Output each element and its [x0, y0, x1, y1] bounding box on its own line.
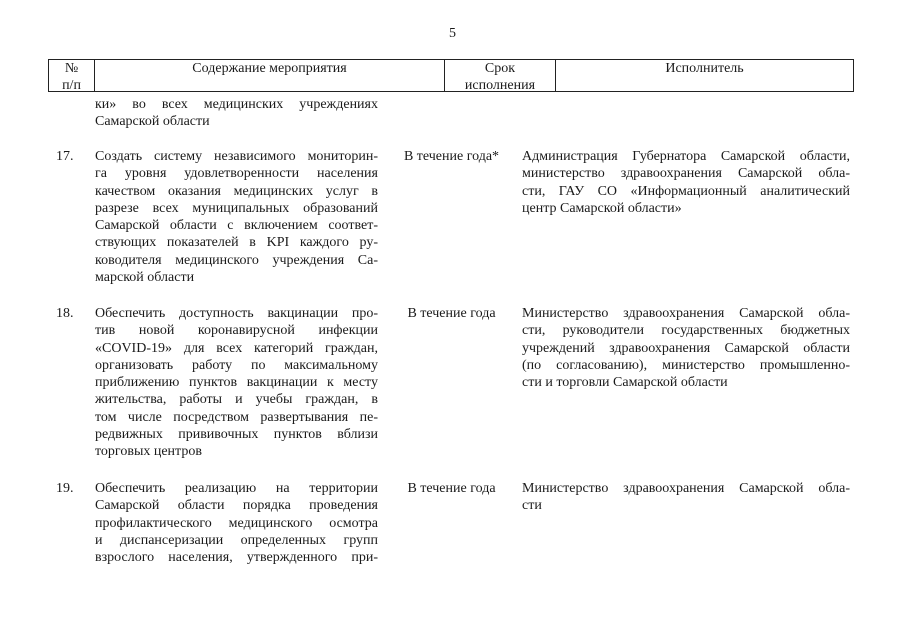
row-executor — [522, 148, 850, 217]
desc-line: взрослого населения, утвержденного при- — [95, 550, 378, 566]
desc-line: приближению пунктов вакцинации к месту — [95, 375, 378, 391]
continuation-line: ки» во всех медицинских учреждениях — [95, 97, 378, 112]
exec-line: сти, ГАУ СО «Информационный аналитический — [522, 183, 850, 199]
row-number: 19. — [56, 481, 74, 496]
desc-line: профилактического медицинского осмотра — [95, 515, 378, 531]
desc-line: жительства, работы и учебы граждан, в — [95, 392, 378, 408]
desc-line: Обеспечить доступность вакцинации про- — [95, 306, 378, 321]
desc-line: Обеспечить реализацию на территории — [95, 481, 378, 496]
row-term: В течение года* — [403, 149, 500, 164]
row-executor — [522, 305, 850, 391]
desc-line: тив новой коронавирусной инфекции — [95, 323, 378, 339]
exec-line: министерство здравоохранения Самарской обла- — [522, 166, 850, 182]
header-number-l1: № — [64, 61, 79, 76]
exec-line: Министерство здравоохранения Самарской обла- — [522, 481, 850, 496]
row-term: В течение года — [407, 481, 496, 496]
header-executor-cell — [556, 60, 853, 91]
exec-line: сти — [522, 498, 542, 514]
exec-line: сти, руководители государственных бюджетных — [522, 323, 850, 339]
exec-line: сти и торговли Самарской области — [522, 375, 728, 391]
page-number: 5 — [449, 26, 456, 41]
exec-line: Администрация Губернатора Самарской области, — [522, 149, 850, 164]
exec-line: учреждений здравоохранения Самарской области — [522, 340, 850, 356]
header-executor: Исполнитель — [665, 61, 744, 76]
header-content: Содержание мероприятия — [192, 61, 347, 76]
desc-line: разрезе всех муниципальных образований — [95, 200, 378, 216]
desc-line: редвижных прививочных пунктов вблизи — [95, 427, 378, 443]
header-term-cell — [445, 60, 556, 91]
row-number: 17. — [56, 149, 74, 164]
header-number-l2: п/п — [62, 78, 81, 93]
header-term-l1: Срок — [484, 61, 516, 76]
row-description — [95, 148, 378, 286]
desc-line: Самарской области с включением соответ- — [95, 218, 378, 234]
desc-line: организовать работу по максимальному — [95, 357, 378, 373]
desc-line: Самарской области порядка проведения — [95, 498, 378, 514]
desc-line: «COVID-19» для всех категорий граждан, — [95, 340, 378, 356]
header-content-cell — [95, 60, 445, 91]
row-term: В течение года — [407, 306, 496, 321]
desc-line: га уровня удовлетворенности населения — [95, 166, 378, 182]
desc-line: качеством оказания медицинских услуг в — [95, 183, 378, 199]
desc-line: и диспансеризации определенных групп — [95, 532, 378, 548]
row-number: 18. — [56, 306, 74, 321]
desc-line: торговых центров — [95, 444, 202, 460]
desc-line: ствующих показателей в KPI каждого ру- — [95, 235, 378, 251]
desc-line: Создать систему независимого мониторин- — [95, 149, 378, 164]
row-description — [95, 480, 378, 566]
desc-line: ководителя медицинского учреждения Са- — [95, 252, 378, 268]
desc-line: том числе посредством развертывания пе- — [95, 409, 378, 425]
row-executor — [522, 480, 850, 515]
exec-line: центр Самарской области» — [522, 200, 682, 216]
desc-line: марской области — [95, 270, 195, 286]
table-header — [48, 59, 854, 92]
continuation-text — [95, 96, 378, 130]
header-number-cell — [49, 60, 95, 91]
exec-line: (по согласованию), министерство промышленно- — [522, 357, 850, 373]
row-description — [95, 305, 378, 461]
header-term-l2: исполнения — [464, 78, 536, 93]
exec-line: Министерство здравоохранения Самарской обла- — [522, 306, 850, 321]
continuation-line: Самарской области — [95, 114, 210, 129]
